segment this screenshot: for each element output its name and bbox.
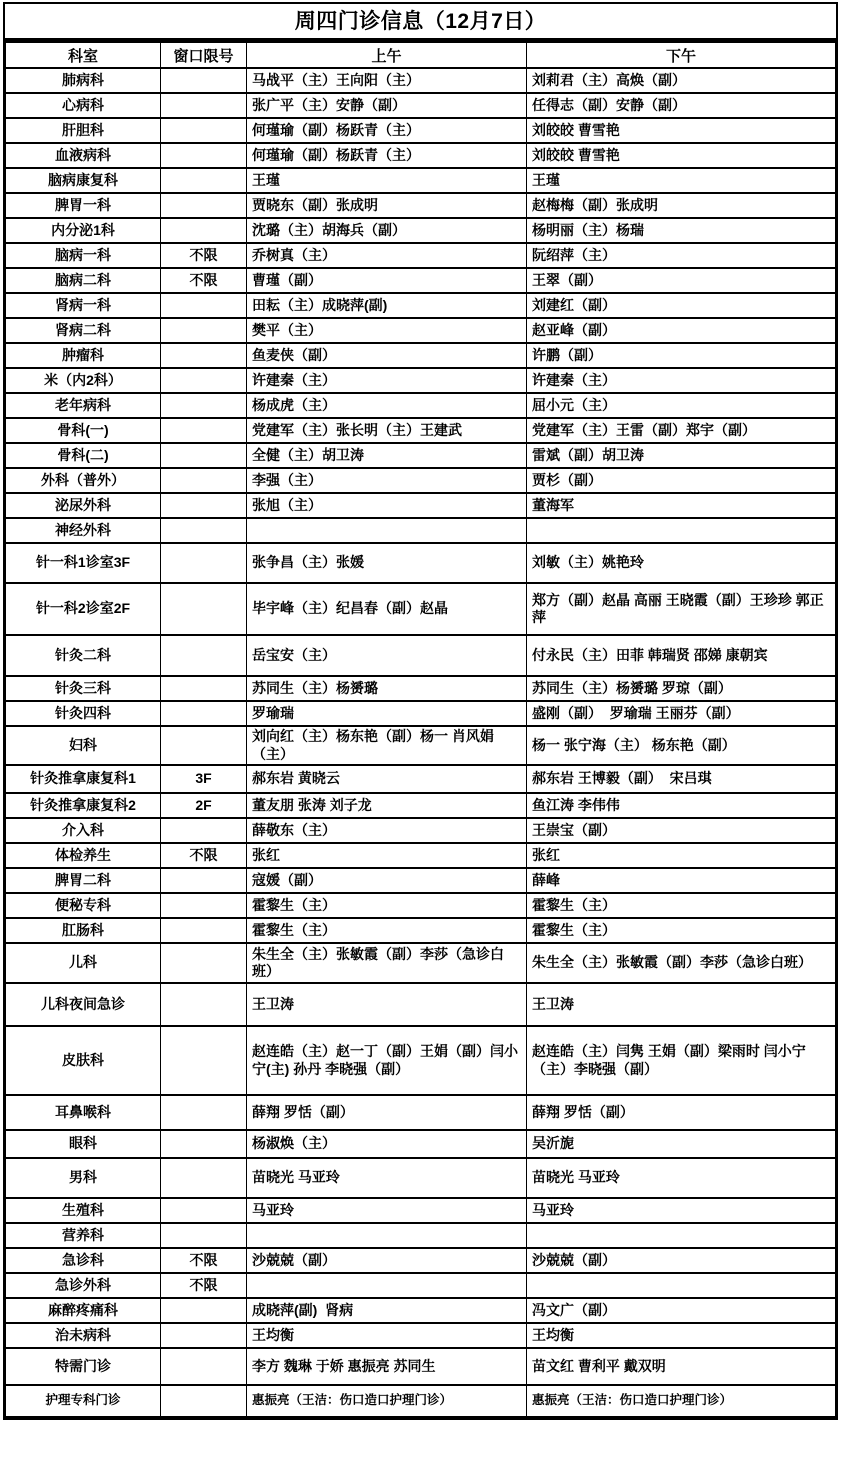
- table-row: [6, 1298, 836, 1323]
- dept-cell: 特需门诊: [6, 1348, 161, 1385]
- morning-cell: 罗瑜瑞: [247, 701, 527, 726]
- afternoon-cell: 董海军: [527, 493, 836, 518]
- afternoon-cell: 张红: [527, 843, 836, 868]
- morning-cell: 李方 魏琳 于娇 惠振亮 苏同生: [247, 1348, 527, 1385]
- table-row: [6, 318, 836, 343]
- window-limit-cell: [161, 818, 247, 843]
- dept-cell: 肿瘤科: [6, 343, 161, 368]
- dept-cell: 老年病科: [6, 393, 161, 418]
- dept-cell: 营养科: [6, 1223, 161, 1248]
- table-row: [6, 765, 836, 793]
- dept-cell: 妇科: [6, 726, 161, 765]
- window-limit-cell: 不限: [161, 1248, 247, 1273]
- morning-cell: 马亚玲: [247, 1198, 527, 1223]
- afternoon-cell: 王瑾: [527, 168, 836, 193]
- afternoon-cell: 杨一 张宁海（主） 杨东艳（副）: [527, 726, 836, 765]
- morning-cell: 曹瑾（副）: [247, 268, 527, 293]
- window-limit-cell: [161, 1348, 247, 1385]
- window-limit-cell: [161, 1130, 247, 1158]
- table-row: [6, 793, 836, 818]
- afternoon-cell: 雷斌（副）胡卫涛: [527, 443, 836, 468]
- window-limit-cell: 不限: [161, 843, 247, 868]
- dept-cell: 内分泌1科: [6, 218, 161, 243]
- morning-cell: 沙兢兢（副）: [247, 1248, 527, 1273]
- morning-cell: 贾晓东（副）张成明: [247, 193, 527, 218]
- morning-cell: 张旭（主）: [247, 493, 527, 518]
- morning-cell: 何瑾瑜（副）杨跃青（主）: [247, 143, 527, 168]
- window-limit-cell: [161, 1223, 247, 1248]
- window-limit-cell: [161, 983, 247, 1026]
- table-row: [6, 1158, 836, 1198]
- dept-cell: 肾病二科: [6, 318, 161, 343]
- window-limit-cell: [161, 893, 247, 918]
- table-row: [6, 543, 836, 583]
- morning-cell: [247, 1273, 527, 1298]
- morning-cell: 杨成虎（主）: [247, 393, 527, 418]
- table-row: [6, 1385, 836, 1417]
- afternoon-cell: 任得志（副）安静（副）: [527, 93, 836, 118]
- window-limit-cell: [161, 868, 247, 893]
- table-row: [6, 418, 836, 443]
- morning-cell: 王均衡: [247, 1323, 527, 1348]
- dept-cell: 脑病二科: [6, 268, 161, 293]
- table-row: [6, 1273, 836, 1298]
- window-limit-cell: [161, 443, 247, 468]
- morning-cell: 樊平（主）: [247, 318, 527, 343]
- afternoon-cell: 霍黎生（主）: [527, 893, 836, 918]
- dept-cell: 针灸推拿康复科1: [6, 765, 161, 793]
- afternoon-cell: 惠振亮（王洁：伤口造口护理门诊）: [527, 1385, 836, 1417]
- morning-cell: 杨淑焕（主）: [247, 1130, 527, 1158]
- afternoon-cell: 屈小元（主）: [527, 393, 836, 418]
- afternoon-cell: 刘皎皎 曹雪艳: [527, 118, 836, 143]
- table-row: [6, 983, 836, 1026]
- window-limit-cell: 2F: [161, 793, 247, 818]
- table-row: [6, 701, 836, 726]
- table-row: [6, 818, 836, 843]
- afternoon-cell: 薛翔 罗恬（副）: [527, 1095, 836, 1130]
- window-limit-cell: [161, 93, 247, 118]
- table-row: [6, 193, 836, 218]
- window-limit-cell: [161, 701, 247, 726]
- morning-cell: 刘向红（主）杨东艳（副）杨一 肖风娟（主）: [247, 726, 527, 765]
- morning-cell: 王卫涛: [247, 983, 527, 1026]
- window-limit-cell: [161, 468, 247, 493]
- table-row: [6, 1198, 836, 1223]
- afternoon-cell: 苏同生（主）杨赟璐 罗琼（副）: [527, 676, 836, 701]
- dept-cell: 眼科: [6, 1130, 161, 1158]
- table-row: [6, 1130, 836, 1158]
- table-row: [6, 1248, 836, 1273]
- window-limit-cell: [161, 543, 247, 583]
- window-limit-cell: [161, 318, 247, 343]
- afternoon-cell: 赵连皓（主）闫隽 王娟（副）梁雨时 闫小宁（主）李晓强（副）: [527, 1026, 836, 1095]
- dept-cell: 骨科(二): [6, 443, 161, 468]
- window-limit-cell: [161, 635, 247, 676]
- morning-cell: 乔树真（主）: [247, 243, 527, 268]
- morning-cell: 何瑾瑜（副）杨跃青（主）: [247, 118, 527, 143]
- morning-cell: 鱼麦侠（副）: [247, 343, 527, 368]
- table-row: [6, 393, 836, 418]
- window-limit-cell: [161, 676, 247, 701]
- table-row: [6, 293, 836, 318]
- dept-cell: 肺病科: [6, 68, 161, 93]
- table-row: [6, 1095, 836, 1130]
- afternoon-cell: [527, 518, 836, 543]
- page-title: 周四门诊信息（12月7日）: [5, 4, 836, 41]
- dept-cell: 针灸四科: [6, 701, 161, 726]
- afternoon-cell: 王均衡: [527, 1323, 836, 1348]
- afternoon-cell: 吴沂旎: [527, 1130, 836, 1158]
- dept-cell: 皮肤科: [6, 1026, 161, 1095]
- dept-cell: 耳鼻喉科: [6, 1095, 161, 1130]
- table-row: [6, 1223, 836, 1248]
- window-limit-cell: [161, 1026, 247, 1095]
- afternoon-cell: 刘敏（主）姚艳玲: [527, 543, 836, 583]
- dept-cell: 外科（普外）: [6, 468, 161, 493]
- window-limit-cell: 不限: [161, 1273, 247, 1298]
- afternoon-cell: [527, 1223, 836, 1248]
- table-row: [6, 518, 836, 543]
- col-header-window-limit: 窗口限号: [161, 42, 247, 68]
- afternoon-cell: 薛峰: [527, 868, 836, 893]
- afternoon-cell: 鱼江涛 李伟伟: [527, 793, 836, 818]
- morning-cell: 岳宝安（主）: [247, 635, 527, 676]
- dept-cell: 儿科夜间急诊: [6, 983, 161, 1026]
- window-limit-cell: [161, 726, 247, 765]
- table-row: [6, 443, 836, 468]
- morning-cell: 张争昌（主）张媛: [247, 543, 527, 583]
- window-limit-cell: [161, 143, 247, 168]
- dept-cell: 治未病科: [6, 1323, 161, 1348]
- morning-cell: 霍黎生（主）: [247, 893, 527, 918]
- table-row: [6, 843, 836, 868]
- dept-cell: 急诊科: [6, 1248, 161, 1273]
- dept-cell: 肾病一科: [6, 293, 161, 318]
- dept-cell: 针灸三科: [6, 676, 161, 701]
- morning-cell: 马战平（主）王向阳（主）: [247, 68, 527, 93]
- afternoon-cell: 赵梅梅（副）张成明: [527, 193, 836, 218]
- morning-cell: 薛敬东（主）: [247, 818, 527, 843]
- afternoon-cell: 王崇宝（副）: [527, 818, 836, 843]
- table-row: [6, 583, 836, 635]
- dept-cell: 骨科(一): [6, 418, 161, 443]
- window-limit-cell: [161, 168, 247, 193]
- table-row: [6, 143, 836, 168]
- morning-cell: 党建军（主）张长明（主）王建武: [247, 418, 527, 443]
- table-row: [6, 868, 836, 893]
- morning-cell: 薛翔 罗恬（副）: [247, 1095, 527, 1130]
- dept-cell: 血液病科: [6, 143, 161, 168]
- morning-cell: 苗晓光 马亚玲: [247, 1158, 527, 1198]
- morning-cell: 董友朋 张涛 刘子龙: [247, 793, 527, 818]
- table-row: [6, 676, 836, 701]
- dept-cell: 肛肠科: [6, 918, 161, 943]
- window-limit-cell: [161, 68, 247, 93]
- afternoon-cell: 王卫涛: [527, 983, 836, 1026]
- afternoon-cell: 党建军（主）王雷（副）郑宇（副）: [527, 418, 836, 443]
- morning-cell: [247, 1223, 527, 1248]
- dept-cell: 针一科2诊室2F: [6, 583, 161, 635]
- afternoon-cell: 赵亚峰（副）: [527, 318, 836, 343]
- table-row: [6, 635, 836, 676]
- morning-cell: 霍黎生（主）: [247, 918, 527, 943]
- col-header-afternoon: 下午: [527, 42, 836, 68]
- morning-cell: 沈璐（主）胡海兵（副）: [247, 218, 527, 243]
- morning-cell: 成晓萍(副) 肾病: [247, 1298, 527, 1323]
- afternoon-cell: 阮绍萍（主）: [527, 243, 836, 268]
- morning-cell: 王瑾: [247, 168, 527, 193]
- table-row: [6, 368, 836, 393]
- afternoon-cell: 沙兢兢（副）: [527, 1248, 836, 1273]
- window-limit-cell: [161, 1158, 247, 1198]
- morning-cell: 田耘（主）成晓萍(副): [247, 293, 527, 318]
- header-row: [6, 42, 836, 68]
- dept-cell: 泌尿外科: [6, 493, 161, 518]
- window-limit-cell: [161, 943, 247, 983]
- window-limit-cell: [161, 918, 247, 943]
- afternoon-cell: 盛刚（副） 罗瑜瑞 王丽芬（副）: [527, 701, 836, 726]
- morning-cell: 寇媛（副）: [247, 868, 527, 893]
- dept-cell: 脑病一科: [6, 243, 161, 268]
- afternoon-cell: 苗文红 曹利平 戴双明: [527, 1348, 836, 1385]
- window-limit-cell: [161, 293, 247, 318]
- window-limit-cell: [161, 343, 247, 368]
- afternoon-cell: 刘建红（副）: [527, 293, 836, 318]
- table-row: [6, 918, 836, 943]
- morning-cell: 赵连皓（主）赵一丁（副）王娟（副）闫小宁(主) 孙丹 李晓强（副）: [247, 1026, 527, 1095]
- dept-cell: 男科: [6, 1158, 161, 1198]
- window-limit-cell: [161, 493, 247, 518]
- dept-cell: 针一科1诊室3F: [6, 543, 161, 583]
- col-header-dept: 科室: [6, 42, 161, 68]
- table-row: [6, 218, 836, 243]
- table-row: [6, 726, 836, 765]
- afternoon-cell: 冯文广（副）: [527, 1298, 836, 1323]
- window-limit-cell: [161, 118, 247, 143]
- dept-cell: 肝胆科: [6, 118, 161, 143]
- afternoon-cell: 许建秦（主）: [527, 368, 836, 393]
- afternoon-cell: 霍黎生（主）: [527, 918, 836, 943]
- afternoon-cell: 苗晓光 马亚玲: [527, 1158, 836, 1198]
- col-header-morning: 上午: [247, 42, 527, 68]
- dept-cell: 护理专科门诊: [6, 1385, 161, 1417]
- dept-cell: 米（内2科）: [6, 368, 161, 393]
- afternoon-cell: 朱生全（主）张敏霞（副）李莎（急诊白班）: [527, 943, 836, 983]
- morning-cell: [247, 518, 527, 543]
- morning-cell: 苏同生（主）杨赟璐: [247, 676, 527, 701]
- morning-cell: 全健（主）胡卫涛: [247, 443, 527, 468]
- morning-cell: 毕宇峰（主）纪昌春（副）赵晶: [247, 583, 527, 635]
- schedule-sheet: [3, 2, 838, 1420]
- table-row: [6, 468, 836, 493]
- dept-cell: 麻醉疼痛科: [6, 1298, 161, 1323]
- window-limit-cell: [161, 393, 247, 418]
- window-limit-cell: [161, 368, 247, 393]
- table-row: [6, 893, 836, 918]
- dept-cell: 便秘专科: [6, 893, 161, 918]
- afternoon-cell: 王翠（副）: [527, 268, 836, 293]
- window-limit-cell: [161, 1298, 247, 1323]
- table-row: [6, 1323, 836, 1348]
- morning-cell: 张红: [247, 843, 527, 868]
- afternoon-cell: 刘皎皎 曹雪艳: [527, 143, 836, 168]
- table-row: [6, 493, 836, 518]
- afternoon-cell: [527, 1273, 836, 1298]
- table-row: [6, 943, 836, 983]
- morning-cell: 朱生全（主）张敏霞（副）李莎（急诊白班）: [247, 943, 527, 983]
- dept-cell: 生殖科: [6, 1198, 161, 1223]
- dept-cell: 儿科: [6, 943, 161, 983]
- table-row: [6, 1026, 836, 1095]
- morning-cell: 张广平（主）安静（副）: [247, 93, 527, 118]
- window-limit-cell: 不限: [161, 268, 247, 293]
- table-row: [6, 68, 836, 93]
- table-row: [6, 1348, 836, 1385]
- table-row: [6, 168, 836, 193]
- table-row: [6, 343, 836, 368]
- window-limit-cell: [161, 1198, 247, 1223]
- afternoon-cell: 付永民（主）田菲 韩瑞贤 邵娣 康朝宾: [527, 635, 836, 676]
- table-row: [6, 93, 836, 118]
- dept-cell: 脑病康复科: [6, 168, 161, 193]
- dept-cell: 心病科: [6, 93, 161, 118]
- morning-cell: 惠振亮（王洁：伤口造口护理门诊）: [247, 1385, 527, 1417]
- dept-cell: 急诊外科: [6, 1273, 161, 1298]
- window-limit-cell: [161, 193, 247, 218]
- schedule-table: [5, 41, 836, 1418]
- morning-cell: 许建秦（主）: [247, 368, 527, 393]
- dept-cell: 脾胃一科: [6, 193, 161, 218]
- afternoon-cell: 郝东岩 王博毅（副） 宋吕琪: [527, 765, 836, 793]
- table-row: [6, 243, 836, 268]
- dept-cell: 神经外科: [6, 518, 161, 543]
- window-limit-cell: [161, 583, 247, 635]
- window-limit-cell: [161, 518, 247, 543]
- window-limit-cell: [161, 1385, 247, 1417]
- schedule-body: [6, 68, 836, 1417]
- window-limit-cell: [161, 218, 247, 243]
- afternoon-cell: 许鹏（副）: [527, 343, 836, 368]
- dept-cell: 针灸二科: [6, 635, 161, 676]
- window-limit-cell: 不限: [161, 243, 247, 268]
- afternoon-cell: 杨明丽（主）杨瑞: [527, 218, 836, 243]
- window-limit-cell: [161, 1323, 247, 1348]
- dept-cell: 脾胃二科: [6, 868, 161, 893]
- afternoon-cell: 郑方（副）赵晶 高丽 王晓霞（副）王珍珍 郭正萍: [527, 583, 836, 635]
- table-row: [6, 118, 836, 143]
- morning-cell: 李强（主）: [247, 468, 527, 493]
- dept-cell: 介入科: [6, 818, 161, 843]
- window-limit-cell: 3F: [161, 765, 247, 793]
- morning-cell: 郝东岩 黄晓云: [247, 765, 527, 793]
- table-row: [6, 268, 836, 293]
- dept-cell: 体检养生: [6, 843, 161, 868]
- afternoon-cell: 刘莉君（主）高焕（副）: [527, 68, 836, 93]
- afternoon-cell: 马亚玲: [527, 1198, 836, 1223]
- window-limit-cell: [161, 418, 247, 443]
- dept-cell: 针灸推拿康复科2: [6, 793, 161, 818]
- afternoon-cell: 贾杉（副）: [527, 468, 836, 493]
- window-limit-cell: [161, 1095, 247, 1130]
